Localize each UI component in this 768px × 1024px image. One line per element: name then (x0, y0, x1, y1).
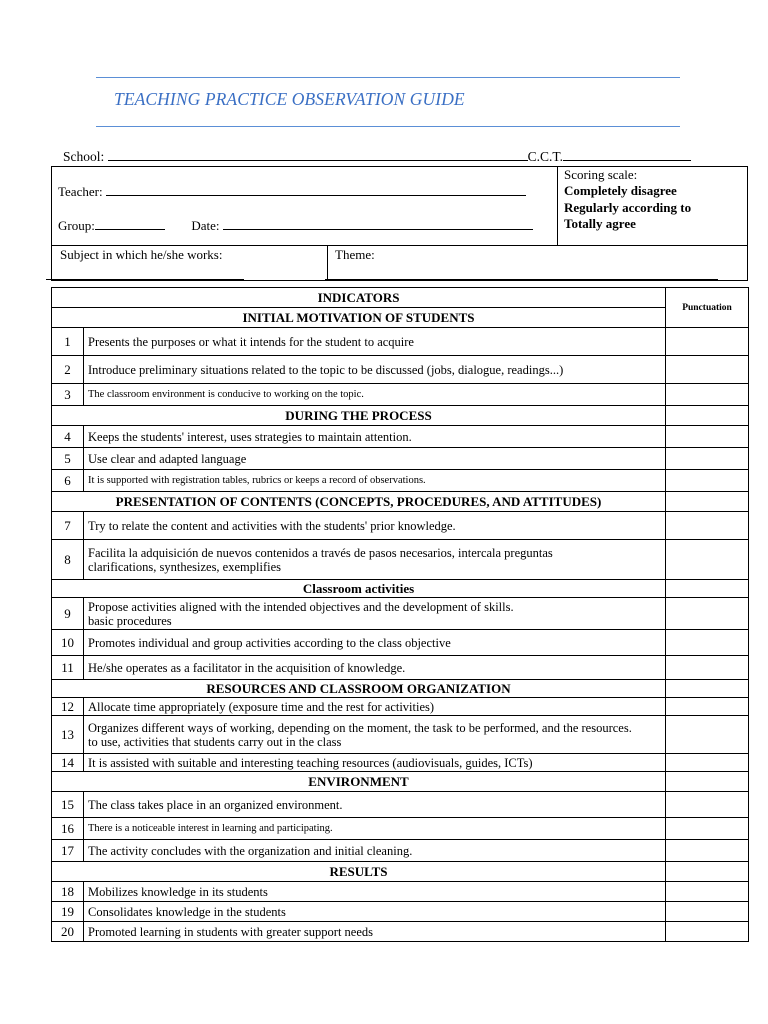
scale-totally-agree: Totally agree (564, 216, 636, 231)
section-score-cell (666, 406, 749, 426)
score-cell[interactable] (666, 922, 749, 942)
table-row (52, 792, 749, 818)
indicator-text: He/she operates as a facilitator in the acquisition of knowledge. (88, 660, 406, 675)
indicator-number: 20 (52, 922, 84, 942)
score-cell[interactable] (666, 902, 749, 922)
indicator-description (84, 792, 666, 818)
section-title: INITIAL MOTIVATION OF STUDENTS (52, 308, 666, 328)
indicator-description (84, 716, 666, 754)
date-label: Date: (191, 218, 220, 233)
indicator-text: Propose activities aligned with the intended objectives and the development of skills. (88, 599, 514, 614)
indicator-description (84, 448, 666, 470)
score-cell[interactable] (666, 698, 749, 716)
scoring-scale-label: Scoring scale: (564, 167, 638, 182)
table-row (52, 716, 749, 754)
indicator-text: basic procedures (88, 613, 172, 628)
indicator-text: Promoted learning in students with greater support needs (88, 924, 374, 939)
school-row (63, 147, 691, 165)
indicator-text: Allocate time appropriately (exposure time and the rest for activities) (88, 699, 435, 714)
section-title: RESOURCES AND CLASSROOM ORGANIZATION (52, 680, 666, 698)
section-score-cell (666, 492, 749, 512)
group-date-row (58, 216, 533, 234)
score-cell[interactable] (666, 328, 749, 356)
subject-divider-vertical (327, 245, 328, 281)
scale-regularly-according: Regularly according to (564, 200, 692, 215)
section-title: DURING THE PROCESS (52, 406, 666, 426)
group-field[interactable] (95, 216, 165, 230)
table-row (52, 448, 749, 470)
indicator-description (84, 540, 666, 580)
indicator-number: 8 (52, 540, 84, 580)
indicator-number: 18 (52, 882, 84, 902)
section-score-cell (666, 862, 749, 882)
score-cell[interactable] (666, 818, 749, 840)
indicator-description (84, 754, 666, 772)
indicator-text: to use, activities that students carry out in the class (88, 734, 342, 749)
score-cell[interactable] (666, 426, 749, 448)
school-field[interactable] (108, 147, 528, 161)
indicator-description (84, 840, 666, 862)
indicator-text: Keeps the students' interest, uses strategies to maintain attention. (88, 429, 412, 444)
indicator-number: 17 (52, 840, 84, 862)
section-title: RESULTS (52, 862, 666, 882)
indicator-number: 1 (52, 328, 84, 356)
teacher-label: Teacher: (58, 184, 103, 199)
indicator-text: It is supported with registration tables, rubrics or keeps a record of observations. (88, 474, 426, 486)
teacher-field[interactable] (106, 182, 526, 196)
indicator-description (84, 698, 666, 716)
table-row (52, 656, 749, 680)
indicator-text: Mobilizes knowledge in its students (88, 884, 268, 899)
indicator-number: 10 (52, 630, 84, 656)
score-cell[interactable] (666, 882, 749, 902)
subject-field[interactable] (46, 279, 244, 280)
section-title: PRESENTATION OF CONTENTS (CONCEPTS, PROCEDURES, AND ATTITUDES) (52, 492, 666, 512)
indicator-number: 5 (52, 448, 84, 470)
table-row (52, 630, 749, 656)
indicator-number: 13 (52, 716, 84, 754)
table-row (52, 922, 749, 942)
indicator-description (84, 512, 666, 540)
indicator-number: 12 (52, 698, 84, 716)
indicator-text: There is a noticeable interest in learning and participating. (88, 822, 333, 834)
indicator-text: Use clear and adapted language (88, 451, 247, 466)
theme-label: Theme: (335, 247, 375, 262)
indicator-text: Introduce preliminary situations related to the topic to be discussed (jobs, dialogue, readings...) (88, 362, 564, 377)
indicator-text: clarifications, synthesizes, exemplifies (88, 559, 281, 574)
cct-label: C.C.T. (527, 149, 564, 164)
score-cell[interactable] (666, 470, 749, 492)
section-title: Classroom activities (52, 580, 666, 598)
indicator-number: 9 (52, 598, 84, 630)
table-row (52, 384, 749, 406)
indicator-number: 15 (52, 792, 84, 818)
indicator-description (84, 356, 666, 384)
indicator-number: 11 (52, 656, 84, 680)
table-row (52, 328, 749, 356)
indicator-number: 19 (52, 902, 84, 922)
indicator-description (84, 384, 666, 406)
table-row (52, 818, 749, 840)
indicator-text: The classroom environment is conducive to working on the topic. (88, 388, 364, 400)
indicator-text: Consolidates knowledge in the students (88, 904, 286, 919)
score-cell[interactable] (666, 384, 749, 406)
title-top-rule (96, 77, 680, 78)
title-bottom-rule (96, 126, 680, 127)
section-score-cell (666, 772, 749, 792)
indicators-table (51, 287, 749, 942)
header-divider-horizontal (51, 245, 748, 246)
indicator-description (84, 882, 666, 902)
indicator-description (84, 922, 666, 942)
table-row (52, 840, 749, 862)
theme-field[interactable] (325, 279, 718, 280)
cct-field[interactable] (563, 147, 691, 161)
table-row (52, 882, 749, 902)
table-row (52, 512, 749, 540)
indicator-text: It is assisted with suitable and interesting teaching resources (audiovisuals, guides, ICTs) (88, 755, 533, 770)
indicator-number: 7 (52, 512, 84, 540)
table-row (52, 902, 749, 922)
indicator-number: 16 (52, 818, 84, 840)
indicator-number: 2 (52, 356, 84, 384)
indicator-text: The activity concludes with the organization and initial cleaning. (88, 843, 413, 858)
indicator-number: 4 (52, 426, 84, 448)
score-cell[interactable] (666, 656, 749, 680)
section-score-cell (666, 680, 749, 698)
section-title: ENVIRONMENT (52, 772, 666, 792)
indicator-text: Presents the purposes or what it intends for the student to acquire (88, 334, 414, 349)
indicator-description (84, 630, 666, 656)
section-score-cell (666, 580, 749, 598)
indicator-description (84, 902, 666, 922)
table-row (52, 754, 749, 772)
score-cell[interactable] (666, 356, 749, 384)
indicator-description (84, 470, 666, 492)
indicator-description (84, 598, 666, 630)
indicator-text: Try to relate the content and activities with the students' prior knowledge. (88, 518, 456, 533)
indicator-text: The class takes place in an organized environment. (88, 797, 343, 812)
indicator-number: 14 (52, 754, 84, 772)
score-cell[interactable] (666, 512, 749, 540)
indicator-text: Promotes individual and group activities according to the class objective (88, 635, 451, 650)
table-row (52, 470, 749, 492)
page-title: TEACHING PRACTICE OBSERVATION GUIDE (114, 89, 465, 109)
group-label: Group: (58, 218, 95, 233)
date-field[interactable] (223, 216, 533, 230)
scale-completely-disagree: Completely disagree (564, 183, 677, 198)
table-row (52, 426, 749, 448)
score-cell[interactable] (666, 792, 749, 818)
punctuation-header: Punctuation (666, 288, 749, 328)
indicator-number: 3 (52, 384, 84, 406)
indicator-description (84, 426, 666, 448)
score-cell[interactable] (666, 754, 749, 772)
teacher-row (58, 182, 526, 200)
indicator-text: Facilita la adquisición de nuevos contenidos a través de pasos necesarios, intercala preguntas (88, 545, 553, 560)
table-row (52, 698, 749, 716)
header-divider-vertical (557, 166, 558, 245)
school-label: School: (63, 149, 105, 164)
score-cell[interactable] (666, 540, 749, 580)
indicators-header: INDICATORS (52, 288, 666, 308)
indicator-number: 6 (52, 470, 84, 492)
score-cell[interactable] (666, 630, 749, 656)
table-row (52, 598, 749, 630)
indicator-text: Organizes different ways of working, depending on the moment, the task to be performed, and the resources. (88, 720, 632, 735)
score-cell[interactable] (666, 448, 749, 470)
table-row (52, 540, 749, 580)
indicator-description (84, 656, 666, 680)
indicator-description (84, 328, 666, 356)
score-cell[interactable] (666, 598, 749, 630)
subject-label: Subject in which he/she works: (60, 247, 223, 262)
table-row (52, 356, 749, 384)
indicator-description (84, 818, 666, 840)
score-cell[interactable] (666, 840, 749, 862)
score-cell[interactable] (666, 716, 749, 754)
